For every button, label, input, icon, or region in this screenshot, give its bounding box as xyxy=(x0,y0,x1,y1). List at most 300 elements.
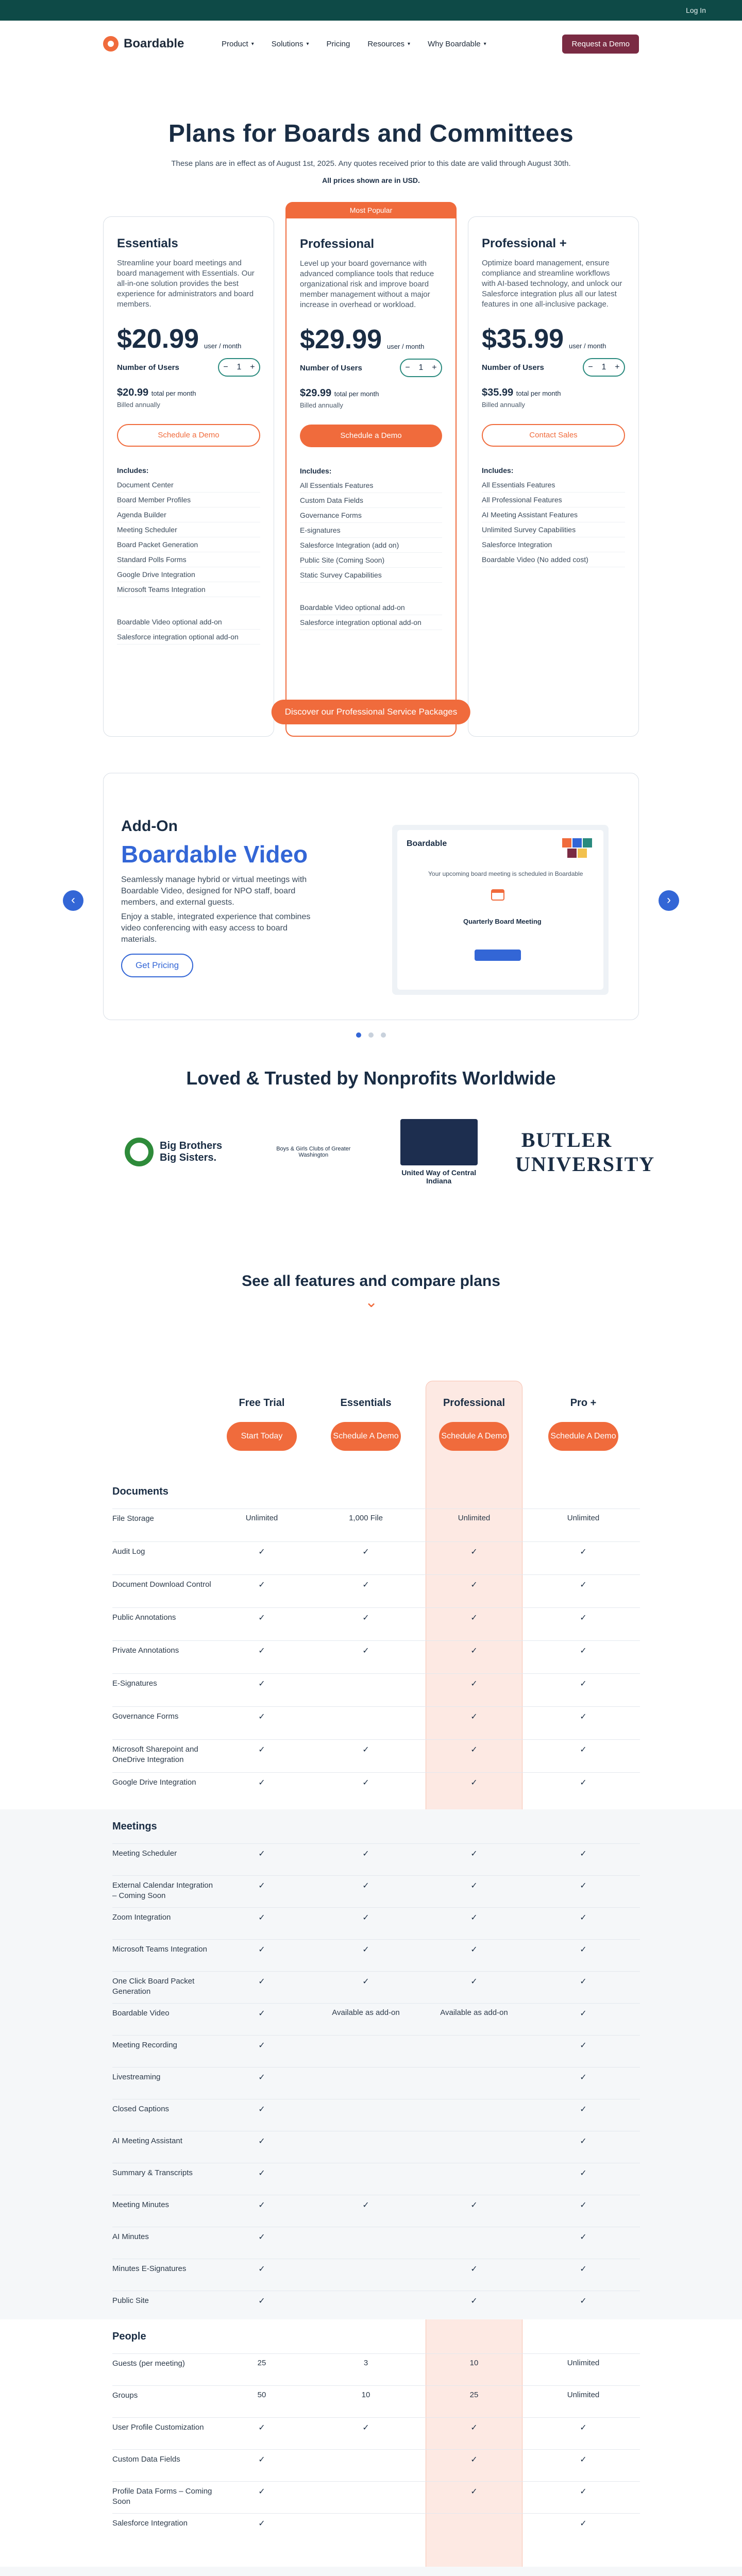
plan-total xyxy=(117,387,260,399)
section-title: Documents xyxy=(112,1486,168,1497)
feature-label: Zoom Integration xyxy=(112,1913,171,1922)
users-count: 1 xyxy=(237,363,242,371)
feature-label: Livestreaming xyxy=(112,2073,161,2081)
customer-logos xyxy=(124,1119,655,1185)
bbbs-logo-text: Big Brothers Big Sisters. xyxy=(160,1140,223,1163)
users-label: Number of Users xyxy=(482,363,544,372)
list-item: All Essentials Features xyxy=(300,478,442,493)
list-item: Boardable Video optional add-on xyxy=(117,615,260,630)
mock-logo: Boardable xyxy=(407,839,447,848)
contact-sales-button[interactable]: Contact Sales xyxy=(482,424,625,447)
table-row xyxy=(112,2035,640,2036)
feature-label: Public Annotations xyxy=(112,1613,176,1622)
chevron-down-icon: ▾ xyxy=(483,41,486,47)
list-item: All Essentials Features xyxy=(482,478,625,493)
table-section xyxy=(0,2319,742,2567)
butler-logo-text: BUTLER UNIVERSITY xyxy=(515,1128,655,1176)
check-icon: ✓ xyxy=(258,1913,265,1922)
check-icon: ✓ xyxy=(258,2009,265,2018)
table-row xyxy=(112,1706,640,1707)
check-icon: ✓ xyxy=(258,2169,265,2178)
check-icon: ✓ xyxy=(580,1745,587,1754)
table-row xyxy=(112,1640,640,1641)
table-cell: 25 xyxy=(257,2359,266,2367)
addons-list xyxy=(117,615,260,645)
plan-name: Professional xyxy=(300,237,375,251)
check-icon: ✓ xyxy=(580,1882,587,1890)
check-icon: ✓ xyxy=(470,1745,478,1754)
feature-label: Public Site xyxy=(112,2296,149,2305)
feature-list xyxy=(117,478,260,597)
nav-resources-label: Resources xyxy=(367,39,405,48)
check-icon: ✓ xyxy=(470,1778,478,1787)
bbbs-mark-icon xyxy=(124,1137,155,1167)
price-unit: user / month xyxy=(569,342,606,350)
feature-label: User Profile Customization xyxy=(112,2423,204,2432)
list-item: Meeting Scheduler xyxy=(117,522,260,537)
check-icon: ✓ xyxy=(580,2169,587,2178)
table-cell: 1,000 File xyxy=(349,1514,383,1522)
table-row xyxy=(112,1739,640,1740)
nav-solutions-label: Solutions xyxy=(271,39,303,48)
feature-label: AI Minutes xyxy=(112,2232,149,2241)
table-row xyxy=(112,1907,640,1908)
check-icon: ✓ xyxy=(470,2201,478,2210)
table-row xyxy=(112,1541,640,1542)
plan-price: $35.99 xyxy=(482,324,564,354)
check-icon: ✓ xyxy=(580,2073,587,2082)
table-row xyxy=(112,2513,640,2514)
check-icon: ✓ xyxy=(362,1977,369,1986)
feature-label: Summary & Transcripts xyxy=(112,2168,193,2177)
col-free-trial: Free Trial xyxy=(239,1397,285,1409)
list-item: Agenda Builder xyxy=(117,507,260,522)
billed-note: Billed annually xyxy=(117,401,160,409)
check-icon: ✓ xyxy=(470,2265,478,2274)
feature-label: Salesforce Integration xyxy=(112,2519,188,2528)
total-suffix: total per month xyxy=(151,389,196,397)
plan-description: Streamline your board meetings and board management with Essentials. Our all-in-one solution provides the best experience for administrators and board members. xyxy=(117,259,255,309)
table-row xyxy=(112,2003,640,2004)
check-icon: ✓ xyxy=(580,1548,587,1556)
total-value: $29.99 xyxy=(300,387,332,399)
minus-icon[interactable]: − xyxy=(405,363,410,372)
check-icon: ✓ xyxy=(258,1850,265,1858)
list-item: Standard Polls Forms xyxy=(117,552,260,567)
check-icon: ✓ xyxy=(258,2455,265,2464)
start-today-button[interactable]: Start Today xyxy=(227,1422,297,1451)
check-icon: ✓ xyxy=(258,2424,265,2432)
list-item: Board Packet Generation xyxy=(117,537,260,552)
check-icon: ✓ xyxy=(470,1647,478,1655)
table-row xyxy=(112,1875,640,1876)
users-label: Number of Users xyxy=(300,363,362,372)
feature-label: Boardable Video xyxy=(112,2009,170,2018)
check-icon: ✓ xyxy=(470,1977,478,1986)
feature-label: Meeting Recording xyxy=(112,2041,177,2049)
feature-label: Meeting Minutes xyxy=(112,2200,170,2209)
nav-solutions[interactable] xyxy=(272,40,309,48)
check-icon: ✓ xyxy=(580,2455,587,2464)
list-item: Salesforce integration optional add-on xyxy=(300,615,442,630)
check-icon: ✓ xyxy=(580,2009,587,2018)
check-icon: ✓ xyxy=(362,1850,369,1858)
table-row xyxy=(112,1574,640,1575)
united-way-logo-text: United Way of Central Indiana xyxy=(401,1168,477,1185)
plus-icon[interactable]: + xyxy=(615,363,620,371)
check-icon: ✓ xyxy=(258,2041,265,2050)
feature-label: Private Annotations xyxy=(112,1646,179,1655)
page-title: Plans for Boards and Committees xyxy=(168,120,574,147)
check-icon: ✓ xyxy=(580,2519,587,2528)
list-item: Salesforce Integration xyxy=(482,537,625,552)
check-icon: ✓ xyxy=(470,2297,478,2306)
boardable-logo-icon xyxy=(103,36,119,52)
feature-label: Guests (per meeting) xyxy=(112,2359,185,2368)
nav-product-label: Product xyxy=(222,39,248,48)
feature-label: Closed Captions xyxy=(112,2105,170,2113)
carousel-dot[interactable] xyxy=(368,1032,374,1038)
table-cell: Unlimited xyxy=(458,1514,491,1522)
check-icon: ✓ xyxy=(580,1850,587,1858)
feature-label: Profile Data Forms – Coming Soon xyxy=(112,2487,212,2506)
feature-label: File Storage xyxy=(112,1514,154,1523)
bgc-logo xyxy=(264,1146,362,1158)
feature-list xyxy=(482,478,625,567)
main-nav xyxy=(0,21,742,67)
logo-text: Boardable xyxy=(124,37,184,50)
check-icon: ✓ xyxy=(362,1882,369,1890)
mock-join-button xyxy=(475,950,521,961)
check-icon: ✓ xyxy=(580,2201,587,2210)
table-row xyxy=(112,1673,640,1674)
users-stepper[interactable] xyxy=(400,359,442,377)
list-item: Google Drive Integration xyxy=(117,567,260,582)
billed-note: Billed annually xyxy=(482,401,525,409)
total-suffix: total per month xyxy=(334,390,379,398)
plan-description: Optimize board management, ensure compliance and streamline workflows with AI-based technology, and unlock our Salesforce integration plus all our latest features in one all-inclusive package. xyxy=(482,259,622,309)
plus-icon[interactable]: + xyxy=(432,363,437,372)
list-item: Document Center xyxy=(117,478,260,493)
check-icon: ✓ xyxy=(258,1977,265,1986)
plan-description: Level up your board governance with advanced compliance tools that reduce organizational risk and improve board member management without a major increase in overhead or workload. xyxy=(300,259,434,309)
table-cell: 10 xyxy=(469,2359,479,2367)
table-cell: Unlimited xyxy=(245,1514,278,1522)
check-icon: ✓ xyxy=(258,2137,265,2146)
feature-label: Microsoft Teams Integration xyxy=(112,1945,207,1954)
schedule-demo-button[interactable]: Schedule A Demo xyxy=(548,1422,618,1451)
check-icon: ✓ xyxy=(470,1614,478,1622)
addon-title: Boardable Video xyxy=(121,841,308,868)
mock-subtitle: Quarterly Board Meeting xyxy=(463,918,542,925)
schedule-demo-button[interactable]: Schedule a Demo xyxy=(300,425,442,447)
nav-resources[interactable] xyxy=(367,40,410,48)
check-icon: ✓ xyxy=(470,1913,478,1922)
table-cell: Available as add-on xyxy=(332,2008,400,2017)
check-icon: ✓ xyxy=(580,2487,587,2496)
check-icon: ✓ xyxy=(362,2424,369,2432)
check-icon: ✓ xyxy=(258,2073,265,2082)
check-icon: ✓ xyxy=(258,1614,265,1622)
top-bar xyxy=(0,0,742,21)
check-icon: ✓ xyxy=(580,2137,587,2146)
nav-product[interactable] xyxy=(222,40,254,48)
check-icon: ✓ xyxy=(258,1945,265,1954)
check-icon: ✓ xyxy=(258,2233,265,2242)
check-icon: ✓ xyxy=(258,2201,265,2210)
check-icon: ✓ xyxy=(362,1548,369,1556)
feature-label: Meeting Scheduler xyxy=(112,1849,177,1858)
table-cell: Unlimited xyxy=(567,2359,600,2367)
col-pro-plus: Pro + xyxy=(570,1397,597,1409)
carousel-dot[interactable] xyxy=(356,1032,361,1038)
check-icon: ✓ xyxy=(258,2297,265,2306)
plan-price: $20.99 xyxy=(117,324,199,354)
check-icon: ✓ xyxy=(470,2424,478,2432)
check-icon: ✓ xyxy=(580,1778,587,1787)
check-icon: ✓ xyxy=(470,1882,478,1890)
feature-label: Microsoft Sharepoint and OneDrive Integration xyxy=(112,1745,198,1764)
plan-cards xyxy=(0,184,742,700)
check-icon: ✓ xyxy=(362,1581,369,1589)
list-item: Boardable Video (No added cost) xyxy=(482,552,625,567)
table-cell: 3 xyxy=(363,2359,368,2367)
addons-list xyxy=(300,600,442,630)
table-cell: 25 xyxy=(469,2391,479,2399)
table-cell: 10 xyxy=(361,2391,370,2399)
plan-card-professional-plus xyxy=(468,216,639,737)
check-icon: ✓ xyxy=(580,1977,587,1986)
check-icon: ✓ xyxy=(258,1581,265,1589)
list-item: E-signatures xyxy=(300,523,442,538)
price-unit: user / month xyxy=(204,342,242,350)
get-pricing-button[interactable]: Get Pricing xyxy=(121,954,193,977)
check-icon: ✓ xyxy=(362,1913,369,1922)
bbbs-logo xyxy=(124,1137,227,1167)
chevron-down-icon: ▾ xyxy=(251,41,254,47)
nav-why-label: Why Boardable xyxy=(428,39,481,48)
feature-label: Custom Data Fields xyxy=(112,2455,180,2464)
includes-label: Includes: xyxy=(117,466,149,474)
price-unit: user / month xyxy=(387,343,425,350)
plan-name: Essentials xyxy=(117,236,178,250)
table-row xyxy=(112,1772,640,1773)
service-packages-button[interactable]: Discover our Professional Service Packages xyxy=(272,700,470,724)
feature-label: AI Meeting Assistant xyxy=(112,2137,182,2145)
table-row xyxy=(112,2385,640,2386)
carousel-dot[interactable] xyxy=(381,1032,386,1038)
feature-label: Document Download Control xyxy=(112,1580,211,1589)
check-icon: ✓ xyxy=(362,1745,369,1754)
users-stepper[interactable] xyxy=(583,358,625,377)
united-way-logo xyxy=(400,1119,478,1185)
section-title: People xyxy=(112,2331,146,2342)
feature-list xyxy=(300,478,442,583)
check-icon: ✓ xyxy=(258,1713,265,1721)
table-section xyxy=(0,2567,742,2576)
check-icon: ✓ xyxy=(362,2201,369,2210)
includes-label: Includes: xyxy=(482,466,514,474)
check-icon: ✓ xyxy=(362,1945,369,1954)
table-row xyxy=(112,2417,640,2418)
check-icon: ✓ xyxy=(580,1581,587,1589)
feature-label: One Click Board Packet Generation xyxy=(112,1977,195,1996)
chevron-down-icon: ▾ xyxy=(408,41,411,47)
table-section xyxy=(0,1475,742,1809)
check-icon: ✓ xyxy=(362,1647,369,1655)
minus-icon[interactable]: − xyxy=(588,363,593,371)
check-icon: ✓ xyxy=(580,1913,587,1922)
check-icon: ✓ xyxy=(470,1945,478,1954)
includes-label: Includes: xyxy=(300,467,332,475)
check-icon: ✓ xyxy=(258,2265,265,2274)
logo[interactable] xyxy=(103,36,222,52)
check-icon: ✓ xyxy=(470,1548,478,1556)
plan-total xyxy=(482,387,625,399)
feature-label: External Calendar Integration – Coming Soon xyxy=(112,1881,213,1900)
section-title: Meetings xyxy=(112,1821,157,1832)
nav-why-boardable[interactable] xyxy=(428,40,486,48)
feature-label: E-Signatures xyxy=(112,1679,157,1688)
check-icon: ✓ xyxy=(580,1945,587,1954)
check-icon: ✓ xyxy=(580,2424,587,2432)
feature-label: Minutes E-Signatures xyxy=(112,2264,187,2273)
butler-logo xyxy=(515,1128,655,1176)
col-professional: Professional xyxy=(443,1397,505,1409)
total-value: $35.99 xyxy=(482,387,514,398)
video-screenshot xyxy=(392,825,609,995)
check-icon: ✓ xyxy=(470,1680,478,1688)
list-item: Custom Data Fields xyxy=(300,493,442,508)
check-icon: ✓ xyxy=(470,2487,478,2496)
check-icon: ✓ xyxy=(258,1882,265,1890)
billed-note: Billed annually xyxy=(300,401,343,409)
mock-text: Your upcoming board meeting is scheduled in Boardable xyxy=(428,870,583,877)
users-stepper[interactable] xyxy=(218,358,260,377)
check-icon: ✓ xyxy=(258,1680,265,1688)
check-icon: ✓ xyxy=(258,1647,265,1655)
table-row xyxy=(112,2449,640,2450)
table-row xyxy=(112,1971,640,1972)
check-icon: ✓ xyxy=(470,2455,478,2464)
chevron-down-icon[interactable]: ⌄ xyxy=(365,1294,378,1311)
list-item: Unlimited Survey Capabilities xyxy=(482,522,625,537)
list-item: Public Site (Coming Soon) xyxy=(300,553,442,568)
addon-description: Seamlessly manage hybrid or virtual meetings with Boardable Video, designed for NPO staff, board members, and external guests. xyxy=(121,875,307,907)
minus-icon[interactable]: − xyxy=(223,363,228,371)
nav-pricing[interactable] xyxy=(326,40,350,48)
plan-price: $29.99 xyxy=(300,325,382,354)
check-icon: ✓ xyxy=(580,1680,587,1688)
total-suffix: total per month xyxy=(516,389,561,397)
feature-label: Governance Forms xyxy=(112,1712,179,1721)
addon-kicker: Add-On xyxy=(121,818,178,835)
check-icon: ✓ xyxy=(580,1647,587,1655)
feature-label: Google Drive Integration xyxy=(112,1778,196,1787)
bgc-logo-text: Boys & Girls Clubs of Greater Washington xyxy=(276,1146,351,1158)
check-icon: ✓ xyxy=(258,1778,265,1787)
schedule-demo-button[interactable]: Schedule A Demo xyxy=(331,1422,401,1451)
table-cell: 50 xyxy=(257,2391,266,2399)
schedule-demo-button[interactable]: Schedule A Demo xyxy=(439,1422,509,1451)
addon-description-2: Enjoy a stable, integrated experience that combines video conferencing with easy access to board materials. xyxy=(121,912,311,944)
table-row xyxy=(112,2481,640,2482)
table-row xyxy=(112,1843,640,1844)
check-icon: ✓ xyxy=(258,1745,265,1754)
users-label: Number of Users xyxy=(117,363,179,372)
users-count: 1 xyxy=(418,363,424,372)
table-cell: Unlimited xyxy=(567,1514,600,1522)
list-item: Microsoft Teams Integration xyxy=(117,582,260,597)
table-cell: Unlimited xyxy=(567,2391,600,2399)
check-icon: ✓ xyxy=(580,2041,587,2050)
table-row xyxy=(112,2353,640,2354)
users-count: 1 xyxy=(601,363,606,371)
plus-icon[interactable]: + xyxy=(250,363,255,371)
check-icon: ✓ xyxy=(580,2233,587,2242)
list-item: All Professional Features xyxy=(482,493,625,507)
carousel-next-button[interactable]: › xyxy=(659,890,679,911)
total-value: $20.99 xyxy=(117,387,149,398)
table-cell: Available as add-on xyxy=(440,2008,508,2017)
check-icon: ✓ xyxy=(470,1713,478,1721)
chevron-down-icon: ▾ xyxy=(306,41,309,47)
plan-name: Professional + xyxy=(482,236,567,250)
list-item: Salesforce integration optional add-on xyxy=(117,630,260,645)
pricing-notice: These plans are in effect as of August 1st, 2025. Any quotes received prior to this date are valid through August 30th. xyxy=(171,159,571,168)
schedule-demo-button[interactable]: Schedule a Demo xyxy=(117,424,260,447)
pricing-hero xyxy=(0,67,742,184)
list-item: Governance Forms xyxy=(300,508,442,523)
list-item: Board Member Profiles xyxy=(117,493,260,507)
check-icon: ✓ xyxy=(258,2105,265,2114)
login-link[interactable]: Log In xyxy=(686,6,706,14)
check-icon: ✓ xyxy=(258,1548,265,1556)
check-icon: ✓ xyxy=(580,1713,587,1721)
compare-heading: See all features and compare plans xyxy=(242,1273,500,1290)
plan-total xyxy=(300,387,442,399)
carousel-prev-button[interactable]: ‹ xyxy=(63,890,83,911)
check-icon: ✓ xyxy=(258,2487,265,2496)
check-icon: ✓ xyxy=(362,1778,369,1787)
addon-carousel-slide xyxy=(103,773,639,1020)
trusted-heading: Loved & Trusted by Nonprofits Worldwide xyxy=(186,1067,556,1089)
nav-pricing-label: Pricing xyxy=(326,39,350,48)
check-icon: ✓ xyxy=(580,2265,587,2274)
nav-links xyxy=(222,40,562,48)
col-essentials: Essentials xyxy=(340,1397,392,1409)
most-popular-badge: Most Popular xyxy=(285,202,457,218)
table-row xyxy=(112,1939,640,1940)
check-icon: ✓ xyxy=(580,2105,587,2114)
check-icon: ✓ xyxy=(580,1614,587,1622)
table-row xyxy=(112,1607,640,1608)
currency-notice: All prices shown are in USD. xyxy=(322,176,420,184)
list-item: Salesforce Integration (add on) xyxy=(300,538,442,553)
plan-card-essentials xyxy=(103,216,274,737)
check-icon: ✓ xyxy=(258,2519,265,2528)
check-icon: ✓ xyxy=(362,1614,369,1622)
check-icon: ✓ xyxy=(580,2297,587,2306)
list-item: AI Meeting Assistant Features xyxy=(482,507,625,522)
feature-label: Audit Log xyxy=(112,1547,145,1556)
meeting-tiles-icon xyxy=(562,838,593,859)
feature-label: Groups xyxy=(112,2391,138,2400)
check-icon: ✓ xyxy=(470,1581,478,1589)
calendar-icon xyxy=(490,887,505,902)
request-demo-button[interactable]: Request a Demo xyxy=(562,35,639,54)
list-item: Boardable Video optional add-on xyxy=(300,600,442,615)
